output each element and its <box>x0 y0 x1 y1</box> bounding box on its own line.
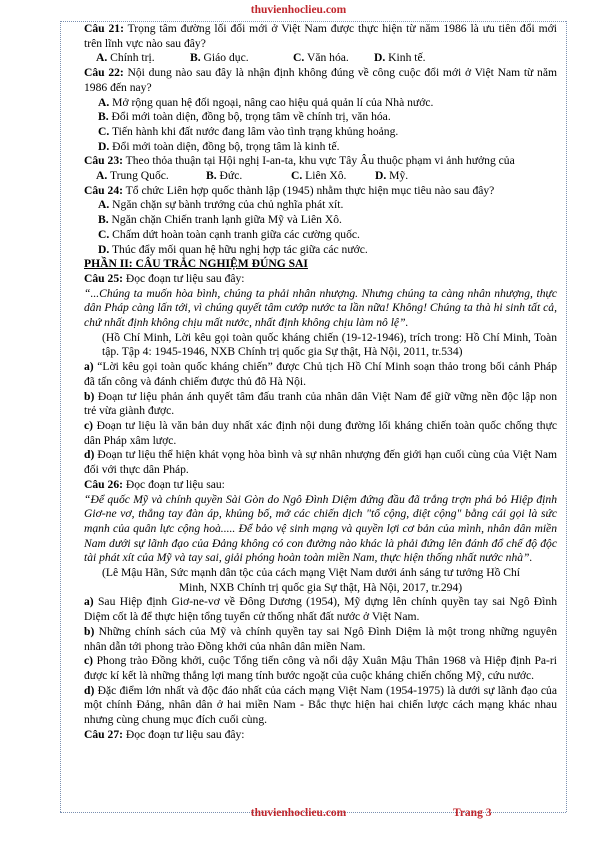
document-content <box>84 22 557 742</box>
statement-d: d) Đoạn tư liệu thể hiện khát vọng hòa bình và sự nhân nhượng đến giới hạn cuối cùng của Việt Nam đối với thực dân Pháp. <box>84 448 557 477</box>
option-d: D. Thúc đẩy mối quan hệ hữu nghị hợp tác giữa các nước. <box>98 242 368 256</box>
source-quote: “Để quốc Mỹ và chính quyền Sài Gòn do Ngô Đình Diệm đứng đầu đã trắng trợn phá bỏ Hiệp định Giơ-ne vơ, thẳng tay đàn áp, khủng bố, mở các chiến dịch "tố cộng, diệt cộng" bằng cái gọi là sức mạnh của quân lực cộng hoà..... Để bảo vệ sinh mạng và quyền lợi cơ bản của mình, nhân dân miền Nam dưới sự lãnh đạo của Đảng không có con đường nào khác là phải đứng lên đánh đổ chế độ độc tài phát xít của Mỹ và tay sai, giải phóng hoàn toàn miền Nam, thực hiện thống nhất nước nhà”. <box>84 492 557 565</box>
question-stem: Đọc đoạn tư liệu sau đây: <box>122 727 245 741</box>
statement-d: d) Đặc điểm lớn nhất và độc đáo nhất của cách mạng Việt Nam (1954-1975) là dưới sự lãnh đạo của một chính Đảng, nhân dân ở hai miền Nam - Bắc thực hiện hai chiến lược cách mạng khác nhau nhưng cùng chung mục đích cuối cùng. <box>84 683 557 727</box>
option-a: A. Ngăn chặn sự bành trướng của chủ nghĩa phát xít. <box>98 198 344 212</box>
question-number: Câu 21: <box>84 22 124 35</box>
statement-b: b) Những chính sách của Mỹ và chính quyền tay sai Ngô Đình Diệm là một trong những nguyên nhân dẫn tới phong trào Đồng khởi của nhân dân miền Nam. <box>84 624 557 653</box>
option-c: C. Chấm dứt hoàn toàn cạnh tranh giữa các cường quốc. <box>98 227 360 241</box>
question-stem: Đọc đoạn tư liệu sau: <box>122 477 225 491</box>
option-b: B. Giáo dục. <box>190 51 249 65</box>
footer-site-link[interactable]: thuvienhoclieu.com <box>250 807 347 819</box>
page-number: Trang 3 <box>453 807 492 819</box>
option-c: C. Tiến hành khi đất nước đang lâm vào tình trạng khủng hoảng. <box>98 124 399 138</box>
option-c: C. Văn hóa. <box>293 51 349 65</box>
question-22 <box>84 66 557 95</box>
option-b: B. Ngăn chặn Chiến tranh lạnh giữa Mỹ và Liên Xô. <box>98 213 342 227</box>
statement-c: c) Đoạn tư liệu là văn bản duy nhất xác định nội dung đường lối kháng chiến toàn quốc chống thực dân Pháp xâm lược. <box>84 418 557 447</box>
option-a: A. Chính trị. <box>96 51 155 65</box>
question-23-options <box>84 169 557 184</box>
source-citation-line-1: (Lê Mậu Hãn, Sức mạnh dân tộc của cách mạng Việt Nam dưới ánh sáng tư tưởng Hồ Chí <box>102 566 521 580</box>
question-number: Câu 24: <box>84 183 123 197</box>
section-title: PHẦN II: CÂU TRẮC NGHIỆM ĐÚNG SAI <box>84 257 308 271</box>
option-b: B. Đổi mới toàn diện, đồng bộ, trọng tâm về chính trị, văn hóa. <box>98 110 391 124</box>
question-21-options <box>84 51 557 66</box>
question-21 <box>84 22 557 51</box>
option-d: D. Kinh tế. <box>374 51 426 65</box>
question-stem: Nội dung nào sau đây là nhận định không đúng về công cuộc đổi mới ở Việt Nam từ năm 1986 đến nay? <box>84 66 557 94</box>
option-d: D. Đổi mới toàn diện, đồng bộ, trọng tâm là kinh tế. <box>98 139 340 153</box>
source-citation: (Hồ Chí Minh, Lời kêu gọi toàn quốc kháng chiến (19-12-1946), trích trong: Hồ Chí Minh, Toàn tập. Tập 4: 1945-1946, NXB Chính trị quốc gia Sự thật, Hà Nội, 2011, tr.534) <box>102 330 557 359</box>
statement-b: b) Đoạn tư liệu phản ánh quyết tâm đấu tranh của nhân dân Việt Nam để giữ vững nền độc lập non trẻ vừa giành được. <box>84 389 557 418</box>
option-a: A. Mở rộng quan hệ đối ngoại, nâng cao hiệu quả quản lí của Nhà nước. <box>98 95 434 109</box>
option-c: C. Liên Xô. <box>291 169 347 183</box>
option-d: D. Mỹ. <box>375 169 409 183</box>
question-number: Câu 27: <box>84 727 123 741</box>
source-quote: “...Chúng ta muốn hòa bình, chúng ta phải nhân nhượng. Nhưng chúng ta càng nhân nhượng, thực dân Pháp càng lấn tới, vì chúng quyết tâm cướp nước ta lần nữa! Không! Chúng ta thà hi sinh tất cả, chứ nhất định không chịu mất nước, nhất định không chịu làm nô lệ”. <box>84 286 557 330</box>
question-number: Câu 26: <box>84 477 123 491</box>
header-site-link[interactable]: thuvienhoclieu.com <box>250 4 347 16</box>
source-citation-line-2: Minh, NXB Chính trị quốc gia Sự thật, Hà Nội, 2017, tr.294) <box>178 580 463 594</box>
question-25 <box>84 272 557 287</box>
question-27 <box>84 728 557 743</box>
question-24 <box>84 184 557 199</box>
option-b: B. Đức. <box>206 169 243 183</box>
page-border-right <box>566 21 568 812</box>
question-number: Câu 22: <box>84 66 124 80</box>
statement-a: a) Sau Hiệp định Giơ-ne-vơ về Đông Dương (1954), Mỹ dựng lên chính quyền tay sai Ngô Đình Diệm cốt là để thực hiện tổng tuyển cử thống nhất đất nước ở Việt Nam. <box>84 595 557 624</box>
question-number: Câu 23: <box>84 154 123 168</box>
question-23 <box>84 154 557 169</box>
question-stem: Trọng tâm đường lối đổi mới ở Việt Nam được thực hiện từ năm 1986 là ưu tiên đổi mới trên lĩnh vực nào sau đây? <box>84 22 557 50</box>
page-border-left <box>60 21 62 812</box>
question-stem: Theo thỏa thuận tại Hội nghị I-an-ta, khu vực Tây Âu thuộc phạm vi ảnh hưởng của <box>122 154 515 168</box>
statement-a: a) “Lời kêu gọi toàn quốc kháng chiến” được Chủ tịch Hồ Chí Minh soạn thảo trong bối cảnh Pháp đã tấn công và đánh chiếm được thủ đô Hà Nội. <box>84 360 557 388</box>
question-stem: Tổ chức Liên hợp quốc thành lập (1945) nhằm thực hiện mục tiêu nào sau đây? <box>122 183 495 197</box>
statement-c: c) Phong trào Đồng khởi, cuộc Tổng tiến công và nổi dậy Xuân Mậu Thân 1968 và Hiệp định Pa-ri được kí kết là những thắng lợi mang tính bước ngoặt của cuộc kháng chiến chống Mỹ, cứu nước. <box>84 654 557 682</box>
question-26 <box>84 478 557 493</box>
question-number: Câu 25: <box>84 271 123 285</box>
option-a: A. Trung Quốc. <box>96 169 169 183</box>
question-stem: Đọc đoạn tư liệu sau đây: <box>122 271 245 285</box>
